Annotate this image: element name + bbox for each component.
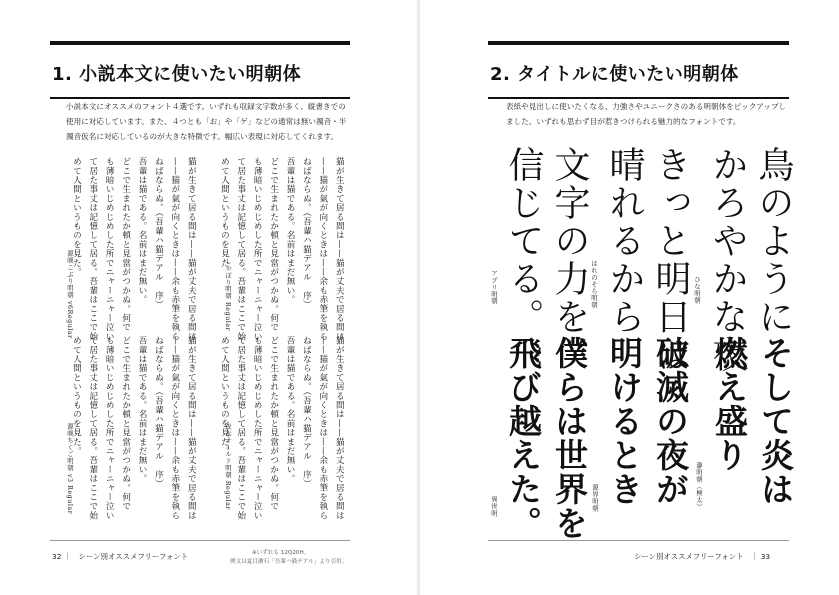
top-bar [488,41,789,45]
font-name-label: 源界明朝 [591,484,599,512]
right-page [420,0,839,595]
font-name-label: 夜永オールド明朝 Regular [224,423,232,510]
left-page [0,0,419,595]
footer-rule [488,540,789,541]
title-specimen: 僕らは世界を 飛び越えた。 [504,336,589,540]
specimen-text: 猫が生きて居る間は——猫が丈夫で居る間は ——猫が氣が向くときは——余も赤筆を執ら ねばならぬ。（吾輩ハ猫デアル 序） 吾輩は猫である。名前はまだ無い。 どこで生まれたか頓と見當がつかぬ。何で も薄暗いじめじめした所でニャーニャー泣い て居た事丈は記憶して居る。吾輩はここで始 めて人間というものを見た。 [71,336,197,520]
footnote: 例文は夏目漱石「吾輩ハ猫デアル」より引用。 [230,559,348,565]
font-name-label: しっぽり明朝 Regular [224,258,232,332]
font-name-label: 源暎ちくご明朝 v3 Regular [66,423,74,515]
font-name-label: アプリ明朝 [490,270,498,305]
title-specimen: 破滅の夜が 明けるとき [605,336,690,506]
title-specimen: きっと明日は 晴れるから [604,146,691,374]
specimen-text: 猫が生きて居る間は——猫が丈夫で居る間は ——猫が氣が向くときは——余も赤筆を執ら ねばならぬ。（吾輩ハ猫デアル 序） 吾輩は猫である。名前はまだ無い。 どこで生まれたか頓と見當がつかぬ。何で も薄暗いじめじめした所でニャーニャー泣い て居た事丈は記憶して居る。吾輩はここで始 めて人間というものを見た。 [219,157,345,341]
page-footer: シーン別オススメフリーフォント ｜ 33 [634,552,771,561]
section-title: 1. 小説本文に使いたい明朝体 [52,64,302,85]
title-specimen: 鳥のように かろやかな夜 [707,146,794,374]
title-specimen: 文字の力を、 信じてる。 [503,146,590,374]
font-name-label: 瀞明朝（極太） [695,462,703,511]
intro-text: 小説本文にオススメのフォント４選です。いずれも収録文字数が多く、縦書きでの使用に対応しています。また、４つとも「お」や「ゲ」などの通常は無い濁音・半濁音仮名に対応しているのが大きな特徴です。幅広い表現に対応してくれます。 [66,102,347,141]
title-specimen: そして炎は 燃え盛り [710,336,795,506]
font-name-label: 異世明 [490,496,498,517]
font-name-label: ひな明朝 [693,276,701,304]
specimen-text: 猫が生きて居る間は——猫が丈夫で居る間は ——猫が氣が向くときは——余も赤筆を執ら ねばならぬ。（吾輩ハ猫デアル 序） 吾輩は猫である。名前はまだ無い。 どこで生まれたか頓と見當がつかぬ。何で も薄暗いじめじめした所でニャーニャー泣い て居た事丈は記憶して居る。吾輩はここで始 めて人間というものを見た。 [71,157,197,341]
specimen-text: 猫が生きて居る間は——猫が丈夫で居る間は ——猫が氣が向くときは——余も赤筆を執ら ねばならぬ。（吾輩ハ猫デアル 序） 吾輩は猫である。名前はまだ無い。 どこで生まれたか頓と見當がつかぬ。何で も薄暗いじめじめした所でニャーニャー泣い て居た事丈は記憶して居る。吾輩はここで始 めて人間というものを見た。 [219,336,345,520]
section-title: 2. タイトルに使いたい明朝体 [490,64,739,85]
font-name-label: 源暎こぶり明朝 v6Regular [66,250,74,339]
intro-text: 表紙や見出しに使いたくなる、力強さやユニークさのある明朝体をピックアップしました。いずれも思わず目が惹きつけられる魅力的なフォントです。 [506,102,787,126]
footnote: ※いずれも 12Q20H。 [252,550,310,556]
top-bar [50,41,350,45]
footer-rule [50,540,350,541]
font-name-label: はれのそら明朝 [590,260,598,309]
page-footer: 32 ｜ シーン別オススメフリーフォント [52,552,189,561]
